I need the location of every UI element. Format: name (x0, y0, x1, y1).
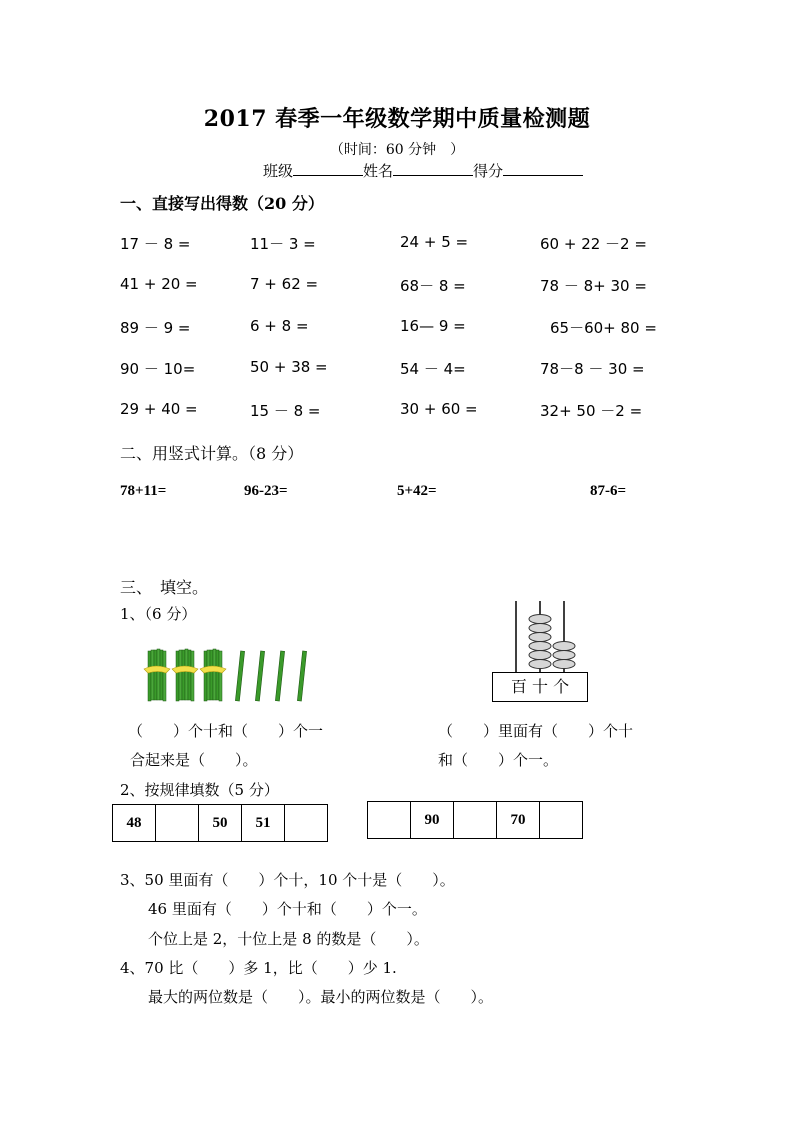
arith-problem: 32+ 50 －2 = (540, 402, 643, 420)
name-blank[interactable] (393, 161, 473, 176)
sequence-cell: 70 (497, 802, 540, 839)
arith-problem: 15 － 8 = (250, 402, 321, 420)
sequence-cell: 90 (411, 802, 454, 839)
arith-problem: 29 + 40 = (120, 400, 198, 418)
arith-problem: 89 － 9 = (120, 319, 191, 337)
q1-label: 1、（6 分） (120, 605, 197, 623)
arith-problem: 65－60+ 80 = (550, 319, 657, 337)
q1-right-line2: 和（ ）个一。 (438, 751, 559, 769)
vertical-problem: 87-6= (590, 483, 627, 499)
section1-heading: 一、直接写出得数（20 分） (120, 194, 324, 213)
class-blank[interactable] (293, 161, 363, 176)
class-label: 班级 (263, 162, 294, 180)
arith-problem: 90 － 10= (120, 360, 196, 378)
sequence-blank-cell[interactable] (540, 802, 583, 839)
vertical-problem: 96-23= (244, 483, 288, 499)
q3-line1: 3、50 里面有（ ）个十，10 个十是（ ）。 (120, 871, 455, 889)
arith-problem: 16— 9 = (400, 317, 466, 335)
section2-heading: 二、用竖式计算。（8 分） (120, 444, 304, 463)
q3-line3: 个位上是 2，十位上是 8 的数是（ ）。 (148, 930, 429, 948)
sequence-cell: 48 (113, 805, 156, 842)
sequence-blank-cell[interactable] (454, 802, 497, 839)
q1-right-line1: （ ）里面有（ ）个十 (438, 722, 634, 740)
counting-sticks-image (140, 645, 320, 705)
arith-problem: 24 + 5 = (400, 233, 469, 251)
q3-line2: 46 里面有（ ）个十和（ ）个一。 (148, 900, 427, 918)
abacus-image (490, 597, 592, 705)
vertical-problem: 78+11= (120, 483, 167, 499)
abacus-place-labels: 百 十 个 (492, 672, 588, 702)
bundle-of-ten-icon (200, 649, 226, 701)
q1-left-line1: （ ）个十和（ ）个一 (128, 722, 324, 740)
single-stick-icon (235, 651, 244, 701)
arith-problem: 30 + 60 = (400, 400, 478, 418)
q2-label: 2、按规律填数（5 分） (120, 781, 279, 799)
arith-problem: 11－ 3 = (250, 235, 316, 253)
sequence-table-2 (367, 801, 583, 839)
sequence-blank-cell[interactable] (368, 802, 411, 839)
arith-problem: 54 － 4= (400, 360, 466, 378)
abacus-rods-icon (490, 597, 592, 675)
arith-problem: 7 + 62 = (250, 275, 319, 293)
student-info-line (263, 160, 583, 181)
score-label: 得分 (473, 162, 504, 180)
section3-heading: 三、 填空。 (120, 578, 209, 597)
sequence-cell: 51 (242, 805, 285, 842)
bundle-of-ten-icon (172, 649, 198, 701)
page-title: 2017 春季一年级数学期中质量检测题 (203, 106, 591, 132)
time-limit: （时间：60 分钟 ） (329, 142, 465, 158)
arith-problem: 41 + 20 = (120, 275, 198, 293)
sequence-cell: 50 (199, 805, 242, 842)
single-stick-icon (255, 651, 264, 701)
single-stick-icon (275, 651, 284, 701)
q1-left-line2: 合起来是（ ）。 (130, 751, 258, 769)
arith-problem: 50 + 38 = (250, 358, 328, 376)
bundle-of-ten-icon (144, 649, 170, 701)
arith-problem: 17 － 8 = (120, 235, 191, 253)
q4-line1: 4、70 比（ ）多 1，比（ ）少 1. (120, 959, 397, 977)
arith-problem: 78 － 8+ 30 = (540, 277, 647, 295)
score-blank[interactable] (503, 161, 583, 176)
arith-problem: 60 + 22 －2 = (540, 235, 647, 253)
arith-problem: 6 + 8 = (250, 317, 309, 335)
q4-line2: 最大的两位数是（ ）。最小的两位数是（ ）。 (148, 988, 494, 1006)
sequence-blank-cell[interactable] (285, 805, 328, 842)
arith-problem: 68－ 8 = (400, 277, 466, 295)
name-label: 姓名 (363, 162, 394, 180)
single-stick-icon (297, 651, 306, 701)
vertical-problem: 5+42= (397, 483, 437, 499)
sequence-blank-cell[interactable] (156, 805, 199, 842)
arith-problem: 78－8 － 30 = (540, 360, 645, 378)
sequence-table-1 (112, 804, 328, 842)
